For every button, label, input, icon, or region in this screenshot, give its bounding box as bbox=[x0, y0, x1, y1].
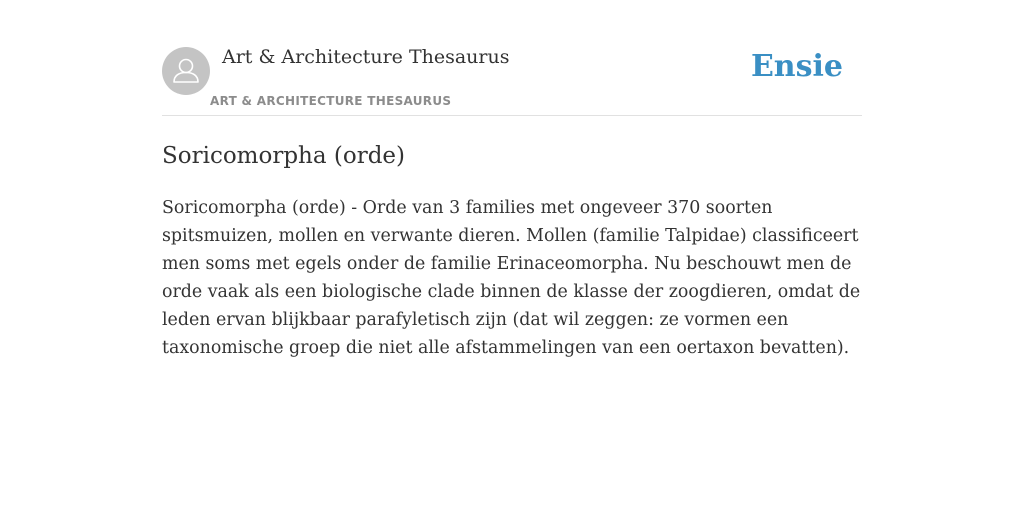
author-name[interactable]: Art & Architecture Thesaurus bbox=[222, 46, 510, 68]
article-body: Soricomorpha (orde) - Orde van 3 families met ongeveer 370 soorten spitsmuizen, mollen en verwante dieren. Mollen (familie Talpidae) classificeert men soms met egels onder de familie Erinaceomorpha. Nu beschouwt men de orde vaak als een biologische clade binnen de klasse der zoogdieren, omdat de leden ervan blijkbaar parafyletisch zijn (dat wil zeggen: ze vormen een taxonomische groep die niet alle afstammelingen van een oertaxon bevatten). bbox=[162, 198, 861, 358]
user-silhouette-icon bbox=[162, 47, 210, 95]
source-label[interactable]: ART & ARCHITECTURE THESAURUS bbox=[210, 94, 452, 108]
ensie-logo[interactable]: Ensie bbox=[750, 49, 843, 84]
article-header bbox=[162, 47, 862, 116]
article-title: Soricomorpha (orde) bbox=[162, 143, 406, 169]
page bbox=[162, 0, 862, 362]
author-avatar[interactable] bbox=[162, 47, 210, 95]
